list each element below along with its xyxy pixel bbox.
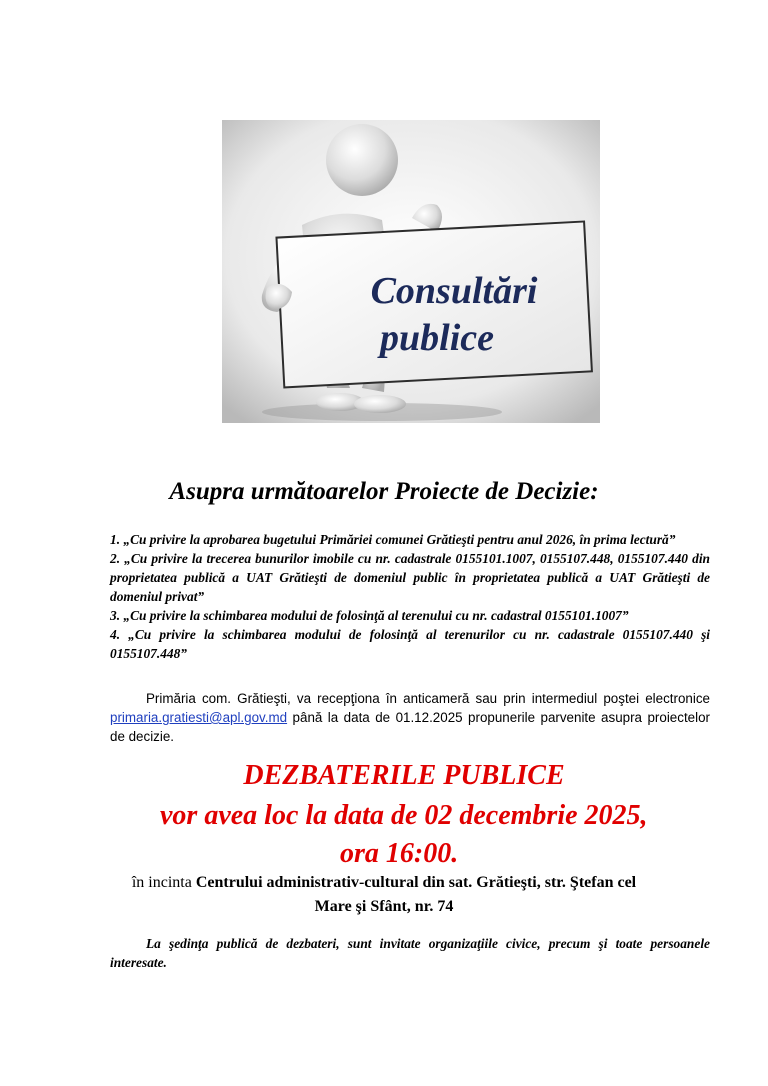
sign-text-line1: Consultări	[370, 270, 538, 312]
venue-line-2: Mare şi Sfânt, nr. 74	[314, 898, 454, 915]
list-item: 2. „Cu privire la trecerea bunurilor imobile cu nr. cadastrale 0155101.1007, 0155107.448, 0155107.440 din proprietatea publică a UAT Grătieşti de domeniul public în proprietatea publică a UAT Grătieşti de domeniul privat”	[110, 551, 710, 604]
notice-text-after-email: până la data de 01.12.2025 propunerile parvenite asupra proiectelor de decizie.	[110, 710, 710, 744]
announcement-time: ora 16:00.	[340, 838, 459, 869]
invitation-paragraph	[110, 934, 710, 972]
list-item: 4. „Cu privire la schimbarea modului de folosinţă al terenurilor cu nr. cadastrale 0155107.440 şi 0155107.448”	[110, 627, 710, 661]
venue-address-part1: Centrului administrativ-cultural din sat. Grătieşti, str. Ştefan cel	[195, 874, 637, 891]
list-item: 1. „Cu privire la aprobarea bugetului Primăriei comunei Grătieşti pentru anul 2026, în prima lectură”	[110, 532, 676, 547]
decision-projects-list	[110, 530, 710, 663]
list-item: 3. „Cu privire la schimbarea modului de folosinţă al terenului cu nr. cadastral 0155101.1007”	[110, 608, 629, 623]
announcement-title: DEZBATERILE PUBLICE	[243, 760, 565, 791]
sign-text-line2: publice	[380, 317, 494, 359]
announcement-date: vor avea loc la data de 02 decembrie 2025,	[160, 800, 648, 831]
venue-prefix: în incinta	[131, 874, 192, 891]
venue-line-1	[0, 874, 768, 892]
notice-text-before-email: Primăria com. Grătieşti, va recepţiona în anticameră sau prin intermediul poştei electronice	[146, 691, 710, 706]
consultari-publice-illustration	[222, 120, 600, 423]
email-link[interactable]: primaria.gratiesti@apl.gov.md	[110, 710, 288, 725]
notice-paragraph	[110, 689, 710, 746]
invitation-text: La şedinţa publică de dezbateri, sunt invitate organizaţiile civice, precum şi toate persoanele interesate.	[110, 936, 710, 970]
page-heading: Asupra următoarelor Proiecte de Decizie:	[169, 478, 599, 505]
